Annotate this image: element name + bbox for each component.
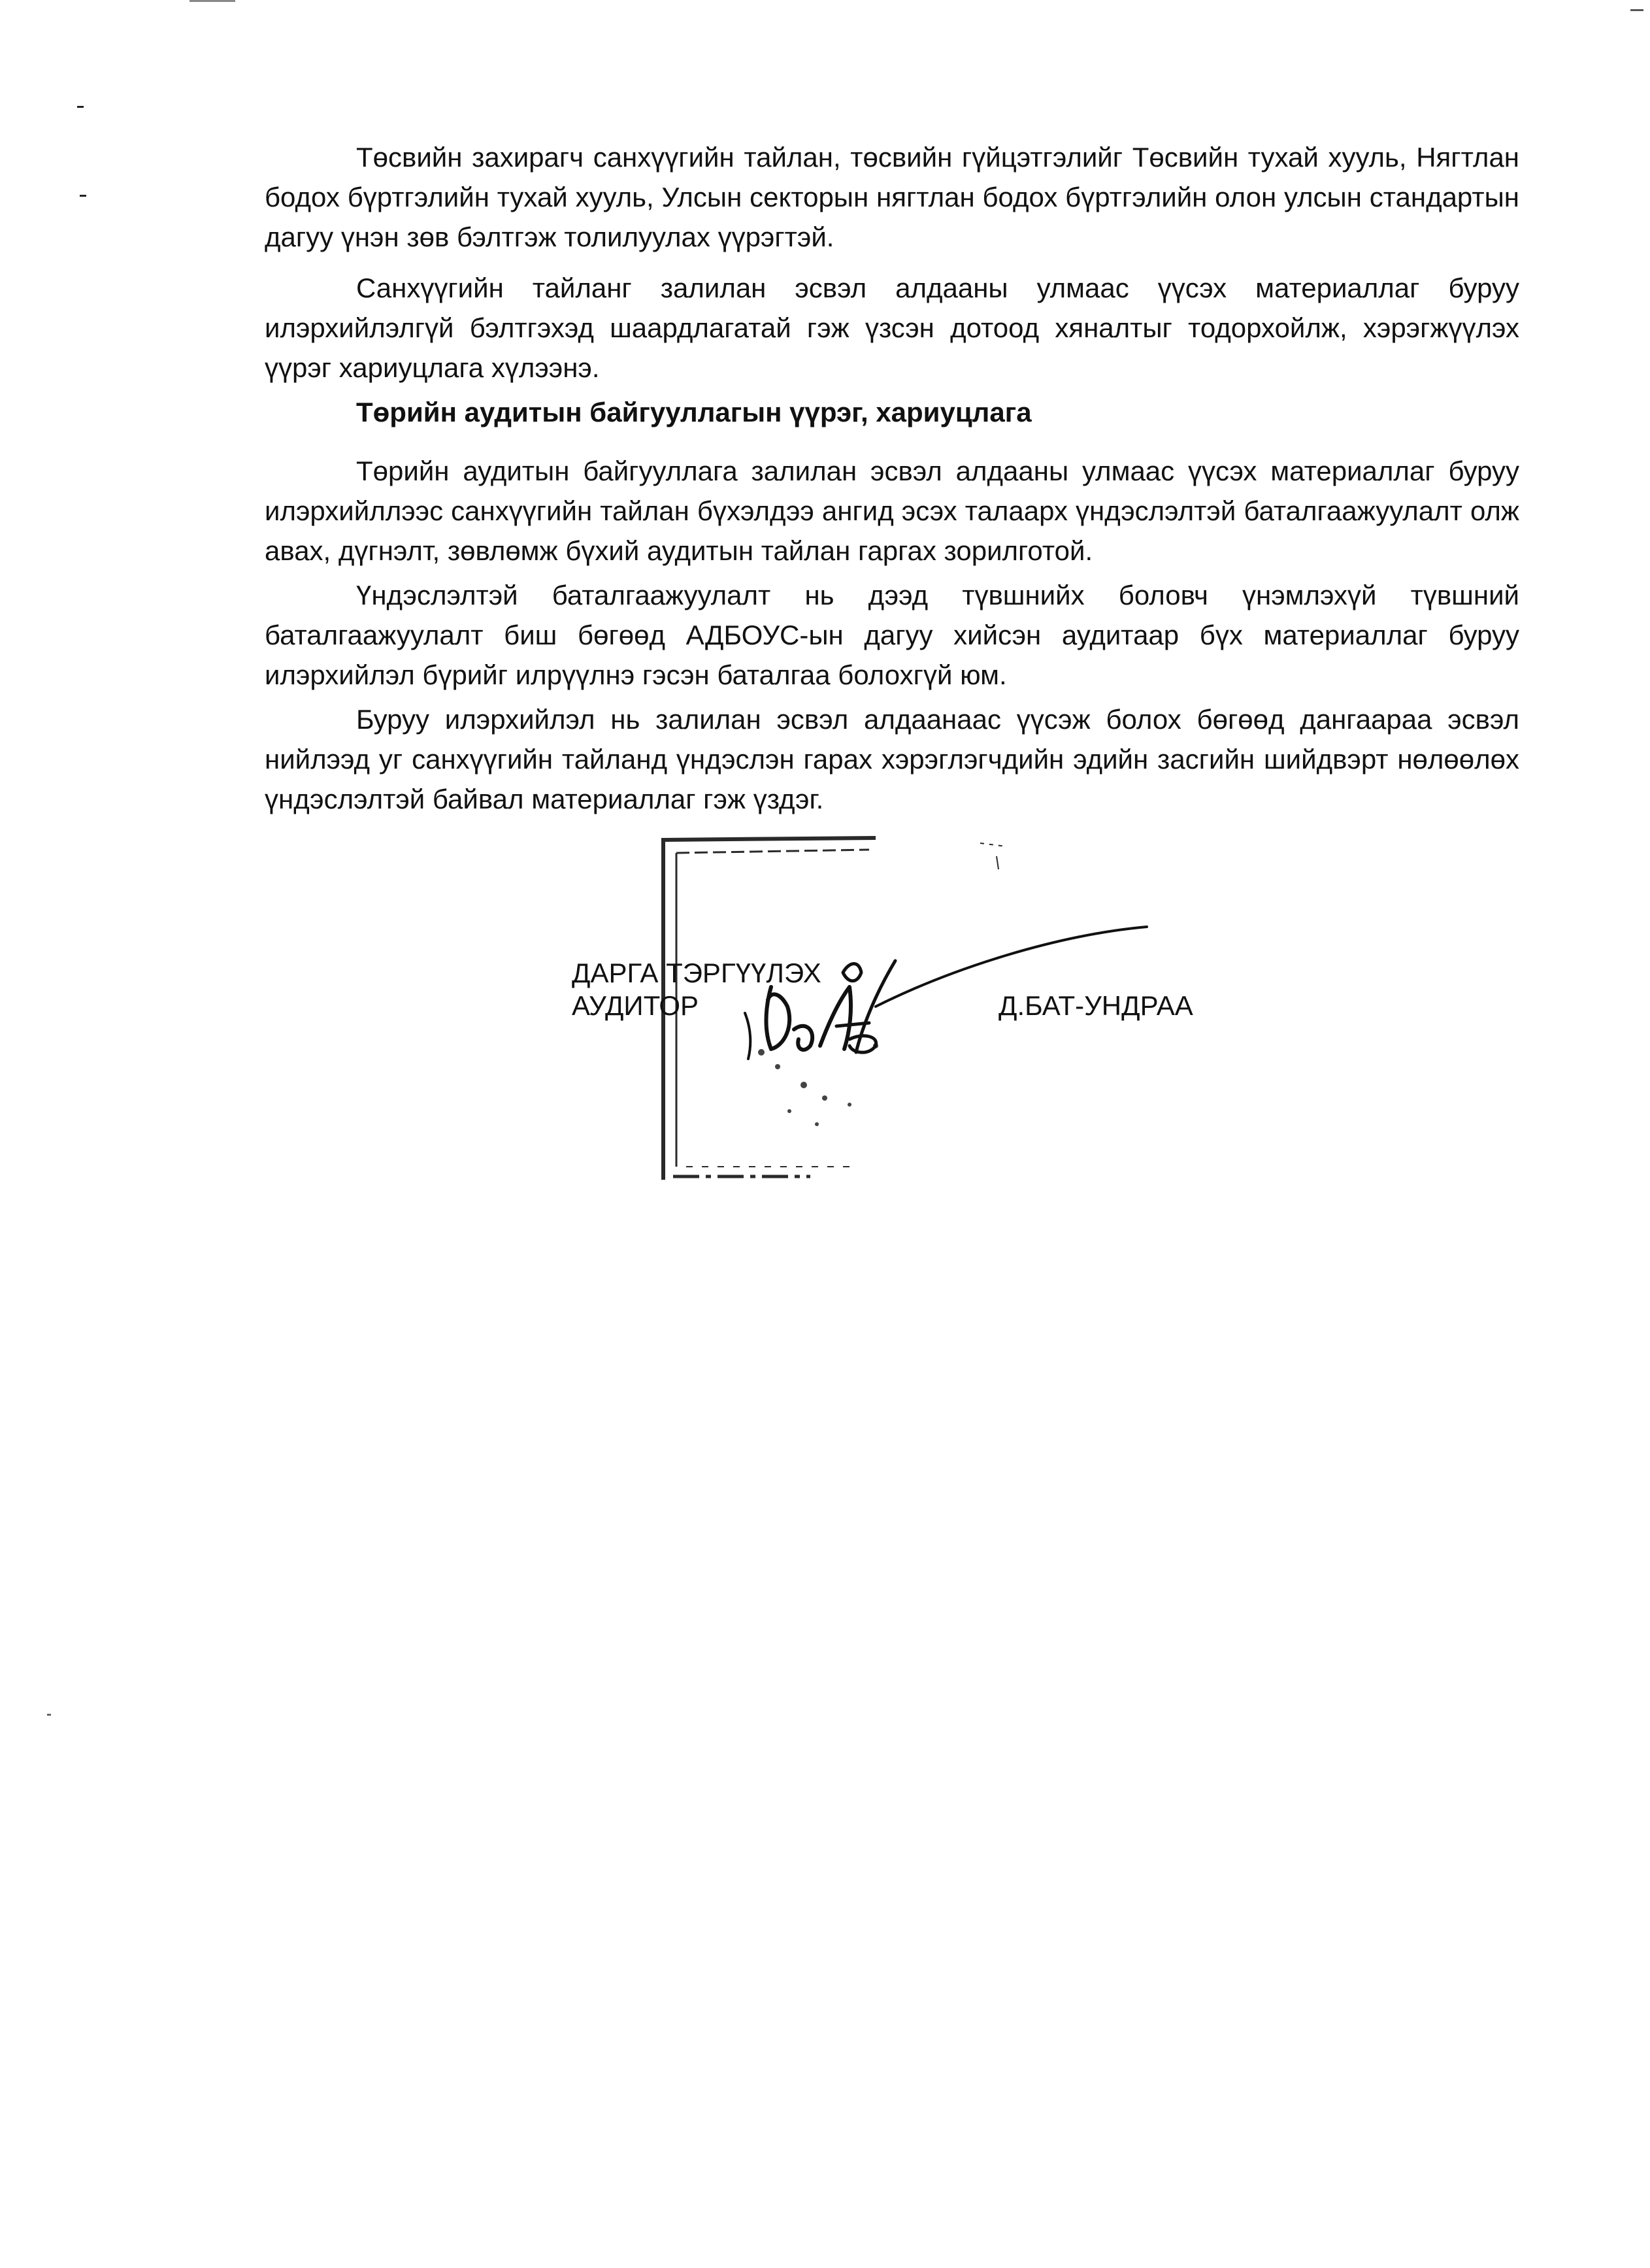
paragraph-internal-control: Санхүүгийн тайланг залилан эсвэл алдааны улмаас үүсэх материаллаг буруу илэрхийлэлгүй бэлтгэхэд шаардлагатай гэж үзсэн дотоод хяналтыг тодорхойлж, хэрэгжүүлэх үүрэг хариуцлага хүлээнэ. [265, 273, 1519, 383]
scan-mark-top-right [1630, 9, 1643, 11]
signer-title-line-2: АУДИТОР [572, 990, 699, 1021]
section-heading: Төрийн аудитын байгууллагын үүрэг, хариуцлага [356, 397, 1032, 427]
paragraph-audit-objective: Төрийн аудитын байгууллага залилан эсвэл алдааны улмаас үүсэх материаллаг буруу илэрхийллээс санхүүгийн тайлан бүхэлдээ ангид эсэх талаарх үндэслэлтэй баталгаажуулалт олж авах, дүгнэлт, зөвлөмж бүхий аудитын тайлан гаргах зорилготой. [265, 456, 1519, 566]
paragraph-reasonable-assurance: Үндэслэлтэй баталгаажуулалт нь дээд түвшнийх боловч үнэмлэхүй түвшний баталгаажуулалт биш бөгөөд АДБОУС-ын дагуу хийсэн аудитаар бүх материаллаг буруу илэрхийлэл бүрийг илрүүлнэ гэсэн баталгаа болохгүй юм. [265, 580, 1519, 690]
signer-name: Д.БАТ-УНДРАА [998, 990, 1193, 1021]
scan-mark-left-3 [47, 1714, 51, 1716]
paragraph-misstatement: Буруу илэрхийлэл нь залилан эсвэл алдаанаас үүсэж болох бөгөөд дангаараа эсвэл нийлээд уг санхүүгийн тайланд үндэслэн гарах хэрэглэгчдийн эдийн засгийн шийдвэрт нөлөөлөх үндэслэлтэй байвал материаллаг гэж үздэг. [265, 704, 1519, 814]
scan-mark-left-2 [80, 195, 86, 197]
scan-mark-left-1 [77, 106, 84, 108]
scan-mark-top [190, 0, 235, 2]
paragraph-budget-manager: Төсвийн захирагч санхүүгийн тайлан, төсвийн гүйцэтгэлийг Төсвийн тухай хууль, Нягтлан бодох бүртгэлийн тухай хууль, Улсын секторын нягтлан бодох бүртгэлийн олон улсын стандартын дагуу үнэн зөв бэлтгэж толилуулах үүрэгтэй. [265, 142, 1519, 252]
signer-title-line-1: ДАРГА ТЭРГҮҮЛЭХ [572, 958, 821, 988]
